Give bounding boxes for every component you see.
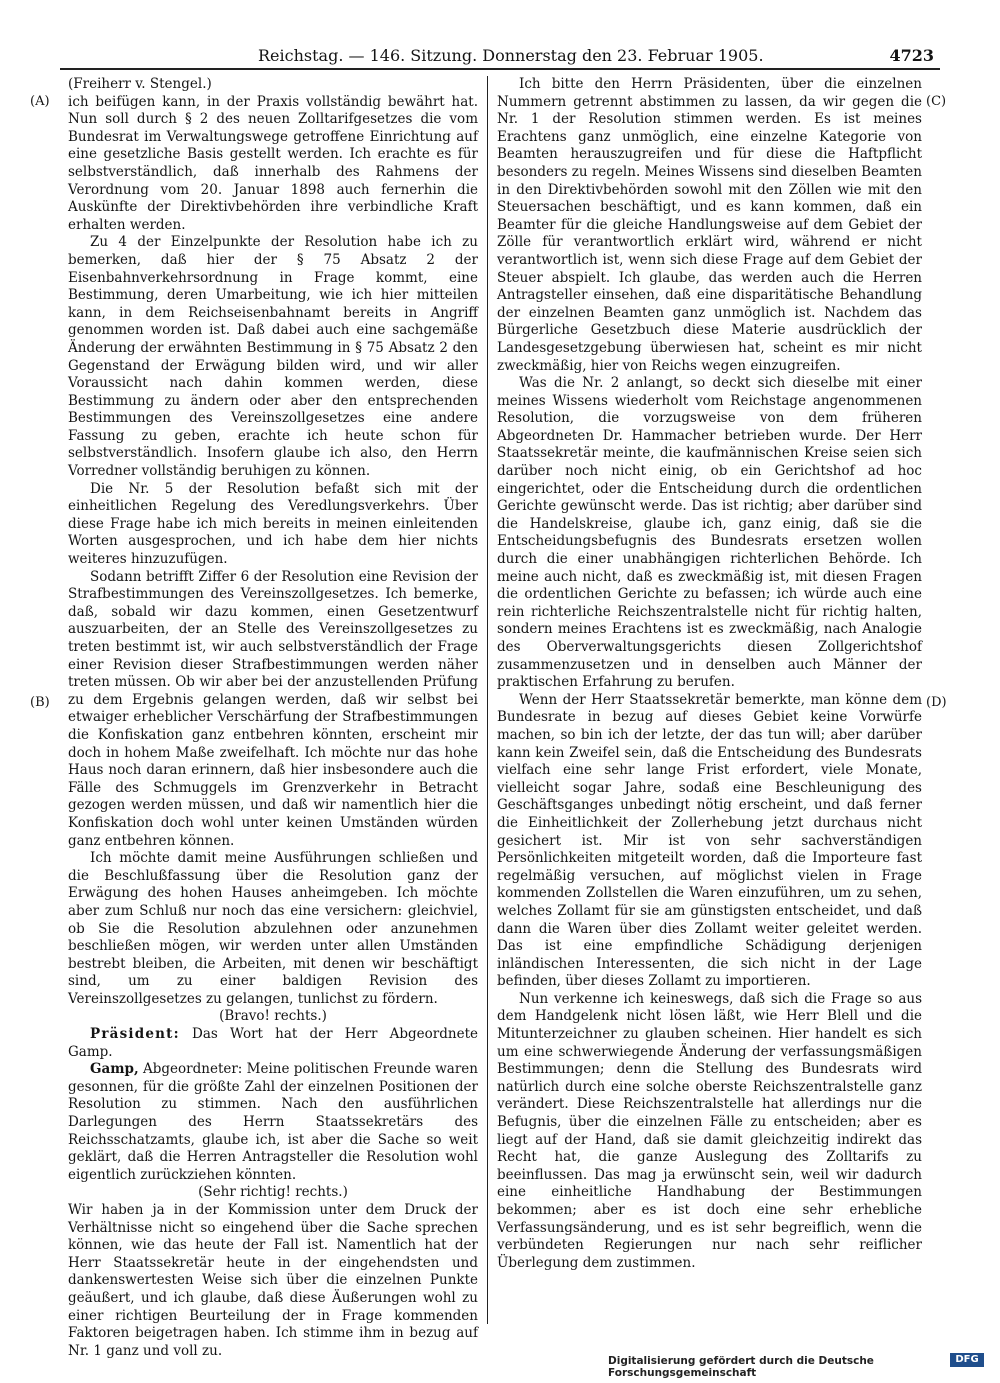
interjection: (Sehr richtig! rechts.) bbox=[198, 1184, 348, 1201]
paragraph: Sodann betrifft Ziffer 6 der Resolution eine Revision der Strafbestimmungen des Vereinszollgesetzes. Ich bemerke, daß, sobald wir dazu kommen, einen Gesetzentwurf auszuarbeiten, der an Stelle des Vereinszollgesetzes zu treten bestimmt ist, wir auch selbstverständlich der Frage einer Revision dieser Strafbestimmungen werden näher treten müssen. Ob wir aber bei der anzustellenden Prüfung zu dem Ergebnis gelangen werden, daß wir selbst bei etwaiger erheblicher Verschärfung der Strafbestimmungen die Konfiskation ganz entbehren könnten, erscheint mir doch in hohem Maße zweifelhaft. Ich möchte nur das hohe Haus noch daran erinnern, daß hier insbesondere auch die Fälle des Schmuggels im Grenzverkehr in Betracht gezogen werden müssen, und daß wir namentlich hier die Konfiskation doch wohl unter keinen Umständen würden ganz entbehren können. bbox=[68, 568, 478, 849]
margin-marker-c: (C) bbox=[926, 94, 947, 109]
page-header bbox=[68, 46, 934, 70]
paragraph: Ich möchte damit meine Ausführungen schließen und die Beschlußfassung über die Resolution ganz der Erwägung des hohen Hauses anheimgeben. Ich möchte aber zum Schluß nur noch das eine versichern: gleichviel, ob Sie die Resolution abzulehnen oder anzunehmen beschließen mögen, wir werden unter allen Umständen bestrebt bleiben, die Arbeiten, mit denen wir beschäftigt sind, um zu einer baldigen Revision des Vereinszollgesetzes zu gelangen, tunlichst zu fördern. bbox=[68, 850, 478, 1007]
margin-marker-d: (D) bbox=[926, 695, 947, 710]
paragraph: Nun verkenne ich keineswegs, daß sich die Frage so aus dem Handgelenk nicht lösen läßt, wie Herr Blell und die Mitunterzeichner zu glauben scheinen. Hier handelt es sich um eine schwerwiegende Änderung der verfassungsmäßigen Bestimmungen; denn die Stellung des Bundesrats wird natürlich durch eine solche oberste Reichszentralstelle ganz verändert. Diese Reichszentralstelle hat allerdings nur die Befugnis, über die einzelnen Fälle zu entscheiden; aber es liegt auf der Hand, daß sie damit gleichzeitig indirekt das Recht hat, die ganze Auslegung des Zolltarifs zu beeinflussen. Das mag ja erwünscht sein, weil wir dadurch eine einheitliche Handhabung der Bestimmungen bekommen; aber es ist doch eine sehr erhebliche Verfassungsänderung, und es ist sehr begreiflich, wenn die verbündeten Regierungen nur nach sehr reiflicher Überlegung dem zustimmen. bbox=[497, 990, 922, 1271]
right-column bbox=[497, 76, 922, 1272]
paragraph: Wenn der Herr Staatssekretär bemerkte, man könne dem Bundesrate in bezug auf dieses Gebiet keine Vorwürfe machen, so bin ich der letzte, der das tun will; aber darüber kann kein Zweifel sein, daß die Entscheidung des Bundesrats vielfach eine sehr lange Frist erfordert, viele Monate, vielleicht sogar Jahre, sodaß eine Beschleunigung des Geschäftsganges unbedingt nötig erscheint, und daß ferner die Einheitlichkeit der Zollerhebung jetzt durchaus nicht gesichert ist. Mir ist von sehr sachverständigen Persönlichkeiten mitgeteilt worden, daß die Importeure fast regelmäßig versuchen, auf möglichst vielen in Frage kommenden Zollstellen die Waren einzuführen, um zu sehen, welches Zollamt für sie am günstigsten entscheidet, und daß dann die Waren über dies Zollamt weiter geleitet werden. Das ist eine empfindliche Schädigung derjenigen inländischen Interessenten, die sich nicht in der Lage befinden, über dieses Zollamt zu importieren. bbox=[497, 691, 922, 990]
paragraph: Zu 4 der Einzelpunkte der Resolution habe ich zu bemerken, daß hier der § 75 Absatz 2 der Eisenbahnverkehrsordnung in Frage kommt, eine Bestimmung, deren Umarbeitung, wie ich hier mitteilen kann, in dem Reichseisenbahnamt bereits in Angriff genommen worden ist. Daß dabei auch eine sachgemäße Änderung der erwähnten Bestimmung in § 75 Absatz 2 den Gegenstand der Erwägung bilden wird, und wir aller Voraussicht nach dahin kommen werden, diese Bestimmung zu ändern oder aber den entsprechenden Bestimmungen des Vereinszollgesetzes eine andere Fassung zu geben, erachte ich heute schon für selbstverständlich. Insofern glaube ich also, den Herrn Vorredner vollständig beruhigen zu können. bbox=[68, 234, 478, 480]
speaker-label: Gamp, bbox=[90, 1061, 139, 1078]
running-title: Reichstag. — 146. Sitzung. Donnerstag den 23. Februar 1905. bbox=[258, 46, 764, 65]
interjection: (Bravo! rechts.) bbox=[219, 1008, 327, 1025]
header-rule bbox=[60, 68, 940, 70]
paragraph: Die Nr. 5 der Resolution befaßt sich mit der einheitlichen Regelung des Veredlungsverkehrs. Über diese Frage habe ich mich bereits in meinen einleitenden Worten ausgesprochen, und ich habe dem hier nichts weiteres hinzuzufügen. bbox=[68, 480, 478, 568]
president-statement bbox=[68, 1026, 478, 1061]
dfg-logo: DFG bbox=[950, 1353, 984, 1367]
speech-opening bbox=[68, 1061, 478, 1184]
page-number: 4723 bbox=[889, 46, 934, 65]
paragraph: Ich bitte den Herrn Präsidenten, über die einzelnen Nummern getrennt abstimmen zu lassen, da wir gegen die Nr. 1 der Resolution stimmen werden. Es ist meines Erachtens ganz unmöglich, eine einzelne Kategorie von Beamten herauszugreifen und für diese die Haftpflicht besonders zu regeln. Meines Wissens sind dieselben Beamten in den Direktivbehörden sowohl mit den Zöllen wie mit den Steuersachen beschäftigt, und es kann kommen, daß ein Beamter für die gleiche Handlungsweise auf dem Gebiet der Zölle für verantwortlich erklärt wird, während er nicht verantwortlich ist, wenn sich diese Frage auf dem Gebiet der Steuer abspielt. Ich glaube, das werden auch die Herren Antragsteller einsehen, daß eine disparitätische Behandlung der einzelnen Beamten ganz unmöglich ist. Nachdem das Bürgerliche Gesetzbuch diese Materie ausdrücklich der Landesgesetzgebung überwiesen hat, scheint es mir nicht zweckmäßig, hier von Reichs wegen einzugreifen. bbox=[497, 76, 922, 374]
left-column bbox=[68, 76, 478, 1360]
speaker-label: Präsident: bbox=[90, 1026, 180, 1043]
paragraph: Wir haben ja in der Kommission unter dem Druck der Verhältnisse nicht so eingehend über die Sache sprechen können, wie das heute der Fall ist. Namentlich hat der Herr Staatssekretär heute in der eingehendsten und dankenswertesten Weise sich über die einzelnen Punkte geäußert, und ich glaube, daß diese Äußerungen wohl zu einer richtigen Beurteilung der in Frage kommenden Faktoren beigetragen haben. Ich stimme ihm in bezug auf Nr. 1 ganz und voll zu. bbox=[68, 1202, 478, 1359]
margin-marker-a: (A) bbox=[30, 94, 50, 109]
statement-text: Abgeordneter: Meine politischen Freunde waren gesonnen, für die größte Zahl der einzelnen Positionen der Resolution zu stimmen. Nach den ausführlichen Darlegungen des Herrn Staatssekretärs des Reichsschatzamts, glaube ich, ist aber die Sache so weit geklärt, daß die Herren Antragsteller die Resolution wohl eigentlich zurückziehen könnten. bbox=[68, 1061, 478, 1183]
margin-marker-b: (B) bbox=[30, 695, 50, 710]
paragraph: ich beifügen kann, in der Praxis vollständig bewährt hat. Nun soll durch § 2 des neuen Zolltarifgesetzes die vom Bundesrat im Verwaltungswege getroffene Einrichtung auf eine gesetzliche Basis gestellt werden. Ich erachte es für selbstverständlich, daß innerhalb des Rahmens der Verordnung vom 20. Januar 1898 auch fernerhin die Auskünfte der Direktivbehörden ihre verbindliche Kraft erhalten werden. bbox=[68, 93, 478, 233]
speaker-attribution: (Freiherr v. Stengel.) bbox=[68, 76, 212, 92]
funding-note: Digitalisierung gefördert durch die Deutsche Forschungsgemeinschaft bbox=[608, 1355, 874, 1379]
column-divider bbox=[487, 76, 488, 1324]
paragraph: Was die Nr. 2 anlangt, so deckt sich dieselbe mit einer meines Wissens wiederholt vom Reichstage angenommenen Resolution, die vorzugsweise von dem früheren Abgeordneten Dr. Hammacher betrieben wurde. Der Herr Staatssekretär meinte, die kaufmännischen Kreise seien sich darüber noch nicht einig, ob ein Gerichtshof ad hoc eingerichtet, oder die Entscheidung durch die ordentlichen Gerichte gewünscht werde. Das ist richtig; aber darüber sind die Handelskreise, glaube ich, ganz einig, daß sie die Entscheidungsbefugnis des Bundesrats ersetzen wollen durch die einer unabhängigen richterlichen Behörde. Ich meine auch nicht, daß es zweckmäßig ist, mit diesen Fragen die ordentlichen Gerichte zu befassen; ich würde auch eine rein richterliche Reichszentralstelle nicht für richtig halten, sondern meines Erachtens ist es zweckmäßig, nach Analogie des Oberverwaltungsgerichts diesen Zollgerichtshof zusammenzusetzen und in denselben auch Männer der praktischen Erfahrung zu berufen. bbox=[497, 375, 922, 691]
statement-text: Das Wort hat der Herr Abgeordnete Gamp. bbox=[68, 1026, 478, 1060]
